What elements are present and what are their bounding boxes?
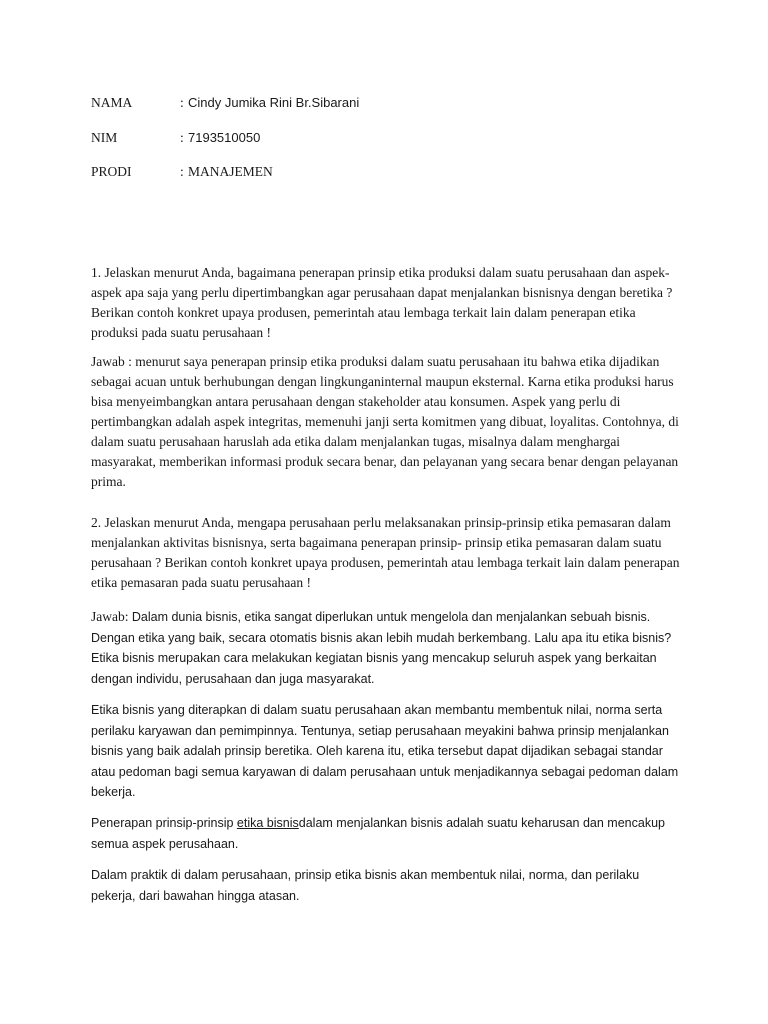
name-separator: : bbox=[180, 95, 184, 110]
question-1: 1. Jelaskan menurut Anda, bagaimana penerapan prinsip etika produksi dalam suatu perusahaan dan aspek-aspek apa saja yang perlu dipertimbangkan agar perusahaan dapat menjalankan bisnisnya dengan beretika ? Berikan contoh konkret upaya produsen, pemerintah atau lembaga terkait lain dalam penerapan etika produksi pada suatu perusahaan ! bbox=[91, 265, 673, 340]
prodi-value: MANAJEMEN bbox=[188, 164, 273, 179]
prodi-label: PRODI bbox=[91, 164, 132, 179]
answer-2-text-1: Dalam dunia bisnis, etika sangat diperlukan untuk mengelola dan menjalankan sebuah bisnis. Dengan etika yang baik, secara otomatis bisnis akan lebih mudah berkembang. Lalu apa itu etika bisnis? Etika bisnis merupakan cara melakukan kegiatan bisnis yang mencakup seluruh aspek yang berkaitan dengan individu, perusahaan dan juga masyarakat. bbox=[91, 610, 672, 686]
name-value: Cindy Jumika Rini Br.Sibarani bbox=[188, 95, 360, 110]
nim-separator: : bbox=[180, 130, 184, 145]
nim-value: 7193510050 bbox=[188, 130, 261, 145]
name-label: NAMA bbox=[91, 95, 133, 110]
answer-2-paragraph-1 bbox=[91, 607, 681, 689]
answer-2-text-3a: Penerapan prinsip-prinsip bbox=[91, 816, 237, 830]
prodi-row bbox=[91, 163, 273, 181]
etika-bisnis-link[interactable]: etika bisnis bbox=[236, 816, 299, 830]
name-row bbox=[91, 94, 359, 112]
answer-2-paragraph-2: Etika bisnis yang diterapkan di dalam suatu perusahaan akan membantu membentuk nilai, norma serta perilaku karyawan dan pemimpinnya. Tentunya, setiap perusahaan meyakini bahwa prinsip menjalankan bisnis yang baik adalah prinsip beretika. Oleh karena itu, etika tersebut dapat dijadikan sebagai standar atau pedoman bagi semua karyawan di dalam perusahaan untuk menjadikannya sebagai pedoman dalam bekerja. bbox=[91, 703, 679, 799]
nim-row bbox=[91, 129, 260, 147]
question-2: 2. Jelaskan menurut Anda, mengapa perusahaan perlu melaksanakan prinsip-prinsip etika pemasaran dalam menjalankan aktivitas bisnisnya, serta bagaimana penerapan prinsip- prinsip etika pemasaran dalam suatu perusahaan ? Berikan contoh konkret upaya produsen, pemerintah atau lembaga terkait lain dalam penerapan etika pemasaran pada suatu perusahaan ! bbox=[91, 515, 680, 590]
answer-2-prefix: Jawab: bbox=[91, 609, 132, 624]
answer-2-paragraph-3 bbox=[91, 813, 681, 854]
prodi-separator: : bbox=[180, 164, 184, 179]
nim-label: NIM bbox=[91, 130, 118, 145]
answer-2-text-3b: dalam menjalankan bisnis adalah suatu keharusan dan mencakup semua aspek perusahaan. bbox=[91, 816, 665, 851]
answer-1: Jawab : menurut saya penerapan prinsip etika produksi dalam suatu perusahaan itu bahwa etika dijadikan sebagai acuan untuk berhubungan dengan lingkunganinternal maupun eksternal. Karna etika produksi harus bisa menyeimbangkan antara perusahaan dengan stakeholder atau konsumen. Aspek yang perlu di pertimbangkan adalah aspek integritas, memenuhi janji serta komitmen yang dibuat, loyalitas. Contohnya, di dalam suatu perusahaan haruslah ada etika dalam menjalankan tugas, misalnya dalam menghargai masyarakat, memberikan informasi produk secara benar, dan pelayanan yang secara benar dengan pelayanan prima. bbox=[91, 354, 679, 489]
answer-2-paragraph-4: Dalam praktik di dalam perusahaan, prinsip etika bisnis akan membentuk nilai, norma, dan perilaku pekerja, dari bawahan hingga atasan. bbox=[91, 868, 640, 903]
